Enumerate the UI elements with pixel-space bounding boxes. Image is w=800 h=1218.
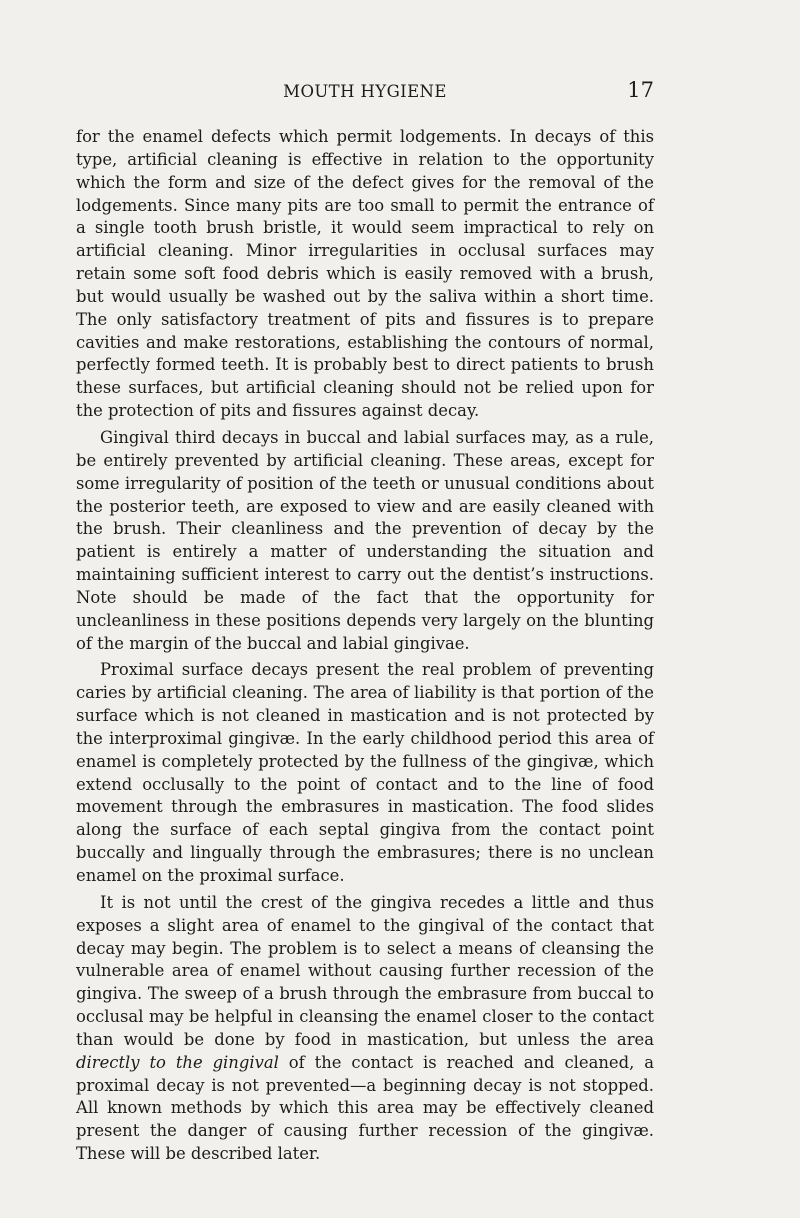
paragraph-gingival-recession	[76, 892, 654, 1166]
paragraph-text-after: of the contact is reached and cleaned, a proximal decay is not prevented—a beginning decay is not stopped. All known methods by which this area may be effectively cleaned present the danger of causing further recession of the gingivæ. These will be described later.	[76, 1052, 654, 1164]
page-number: 17	[627, 78, 654, 102]
running-head	[76, 78, 654, 108]
paragraph-gingival-third: Gingival third decays in buccal and labial surfaces may, as a rule, be entirely prevented by artificial cleaning. These areas, except for some irregularity of position of the teeth or unusual conditions about the posterior teeth, are exposed to view and are easily cleaned with the brush. Their cleanliness and the prevention of decay by the patient is entirely a matter of understanding the situation and maintaining sufficient interest to carry out the dentist’s instructions. Note should be made of the fact that the opportunity for uncleanliness in these positions depends very largely on the blunting of the margin of the buccal and labial gingivae.	[76, 427, 654, 653]
paragraph-proximal-surface: Proximal surface decays present the real problem of preventing caries by artificial cleaning. The area of liability is that portion of the surface which is not cleaned in mastication and is not protected by the interproximal gingivæ. In the early childhood period this area of enamel is completely protected by the fullness of the gingivæ, which extend occlusally to the point of contact and to the line of food movement through the embrasures in mastication. The food slides along the surface of each septal gingiva from the contact point buccally and lingually through the embrasures; there is no unclean enamel on the proximal surface.	[76, 660, 654, 885]
paragraph-text-before: It is not until the crest of the gingiva recedes a little and thus exposes a slight area of enamel to the gingival of the contact that decay may begin. The problem is to select a means of cleansing the vulnerable area of enamel without causing further recession of the gingiva. The sweep of a brush through the embrasure from buccal to occlusal may be helpful in cleansing the enamel closer to the contact than would be done by food in mastication, but unless the area	[76, 892, 654, 1049]
body-text	[76, 126, 654, 1170]
paragraph-pits-fissures: for the enamel defects which permit lodgements. In decays of this type, artificial cleaning is effective in relation to the opportunity which the form and size of the defect gives for the removal of the lodgements. Since many pits are too small to permit the entrance of a single tooth brush bristle, it would seem impractical to rely on artificial cleaning. Minor irregularities in occlusal surfaces may retain some soft food debris which is easily removed with a brush, but would usually be washed out by the saliva within a short time. The only satisfactory treatment of pits and fissures is to prepare cavities and make restorations, establishing the contours of normal, perfectly formed teeth. It is probably best to direct patients to brush these surfaces, but artificial cleaning should not be relied upon for the protection of pits and fissures against decay.	[76, 127, 654, 421]
paragraph-italic-phrase: directly to the gingival	[76, 1052, 279, 1072]
running-title: MOUTH HYGIENE	[283, 82, 447, 101]
